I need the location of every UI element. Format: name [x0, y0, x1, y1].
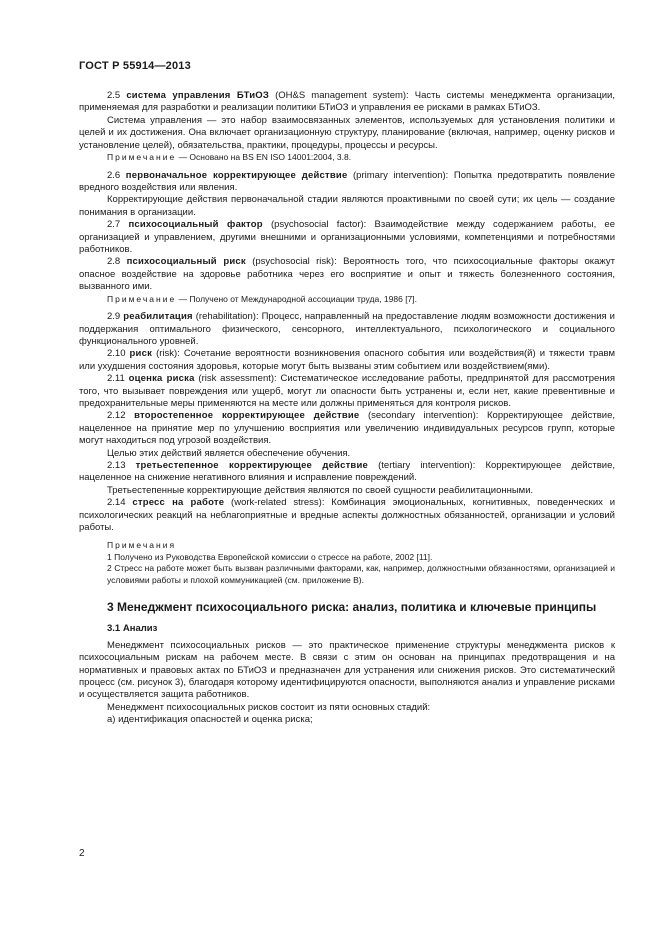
clause-number: 2.13 — [107, 459, 126, 471]
definition-2-7 — [79, 219, 615, 256]
clause-number: 2.7 — [107, 219, 121, 231]
section-3-title: 3 Менеджмент психосоциального риска: анализ, политика и ключевые принципы — [107, 600, 597, 615]
definition-text: (OH&S management system): Часть системы менеджмента организации, применяемая для разработки и реализации политики БТиОЗ и управления ее рисками в рамках БТиОЗ. — [79, 90, 615, 114]
definition-2-10 — [79, 348, 615, 373]
definition-2-14 — [79, 497, 615, 534]
definition-text: (risk assessment): Систематическое исследование работы, предпринятой для рассмотрения того, что вызывает повреждения или ущерб, могут ли опасности быть устранены и, если нет, какие превентивные и предохранительные меры применяются на месте или должны применяться для контроля рисков. — [79, 373, 615, 409]
definition-2-11 — [79, 373, 615, 410]
note-1: 1 Получено из Руководства Европейской комиссии о стрессе на работе, 2002 [11]. — [107, 551, 433, 562]
definition-2-8 — [79, 256, 615, 293]
definition-text: (psychosocial risk): Вероятность того, что психосоциальные факторы окажут опасное воздействие на здоровье работника через его восприятие и опыт и тяжесть болезненного состояния, вызванного ими. — [79, 256, 615, 293]
defined-term: система управления БТиОЗ — [126, 90, 270, 101]
note-text: — Основано на BS EN ISO 14001:2004, 3.8. — [176, 152, 352, 163]
note-2-5 — [79, 152, 615, 164]
document-body — [79, 90, 615, 727]
defined-term: второстепенное корректирующее действие — [134, 410, 360, 422]
clause-number: 2.8 — [107, 256, 121, 268]
definition-2-5-explanation: Система управления — это набор взаимосвязанных элементов, используемых для установления политики и целей и их достижения. Она включает организационную структуру, планирование (включая, например, оценку рисков и установление целей), обязательства, практики, процедуры, процессы и ресурсы. — [79, 114, 615, 151]
clause-number: 2.11 — [107, 373, 125, 385]
definition-text: (tertiary intervention): Корректирующее действие, нацеленное на снижение негативного влияния и исправление повреждений. — [79, 459, 615, 484]
definition-2-12 — [79, 410, 615, 447]
definition-2-6-explanation: Корректирующие действия первоначальной стадии являются проактивными по своей сути; их цель — создание понимания в организации. — [79, 194, 615, 218]
note-label: Примечание — [107, 293, 177, 304]
defined-term: реабилитация — [123, 311, 193, 323]
section-3-1-paragraph: Менеджмент психосоциальных рисков — это практическое применение структуры менеджмента рисков к психосоциальным рискам на рабочем месте. В связи с этим он основан на принципах предотвращения и на нормативных и правовых актах по БТиОЗ и предназначен для устранения или снижения рисков. Это систематический процесс (см. рисунок 3), благодаря которому идентифицируются опасности, выполняются анализ и управление рисками и осуществляется защита работников. — [79, 639, 615, 701]
page-number: 2 — [79, 848, 85, 859]
definition-text: (work-related stress): Комбинация эмоциональных, когнитивных, поведенческих и психологических реакций на неблагоприятные и вредные аспекты должностных обязанностей, организации и условий работы. — [79, 497, 616, 533]
clause-number: 2.12 — [107, 410, 126, 422]
note-text: — Получено от Международной ассоциации труда, 1986 [7]. — [176, 293, 418, 304]
definition-2-5 — [79, 90, 615, 115]
defined-term: стресс на работе — [132, 497, 225, 509]
document-header: ГОСТ Р 55914—2013 — [79, 60, 191, 72]
definition-text: (secondary intervention): Корректирующее действие, нацеленное на принятие мер по улучшению восприятия или увеличению индивидуальных ресурсов групп, которые могут находиться под угрозой воздействия. — [79, 410, 615, 447]
clause-number: 2.10 — [107, 348, 126, 360]
notes-label — [79, 540, 615, 552]
definition-2-12-explanation: Целью этих действий является обеспечение обучения. — [107, 447, 351, 459]
definition-2-6 — [79, 170, 615, 195]
clause-number: 2.14 — [107, 497, 126, 509]
definition-text: (psychosocial factor): Взаимодействие между содержанием работы, ее организацией и управлением, другими внешними и организационными условиями, компетенциями и потребностями работников. — [79, 219, 615, 255]
definition-2-13 — [79, 460, 615, 485]
notes-label-text: Примечания — [107, 540, 177, 551]
definition-text: (risk): Сочетание вероятности возникновения опасного события или воздействия(й) и тяжести травм или ухудшения состояния здоровья, которые могут быть вызваны этим событием или воздействием(ями). — [79, 348, 615, 372]
subsection-3-1-title: 3.1 Анализ — [107, 623, 158, 635]
defined-term: психосоциальный фактор — [128, 219, 263, 231]
defined-term: оценка риска — [128, 373, 195, 385]
clause-number: 2.5 — [107, 90, 121, 101]
clause-number: 2.9 — [107, 311, 121, 323]
note-label: Примечание — [107, 152, 177, 163]
note-2-8 — [79, 294, 615, 306]
note-2: 2 Стресс на работе может быть вызван различными факторами, как, например, должностными обязанностями, организацией и условиями работы и плохой коммуникацией (см. приложение В). — [107, 563, 615, 585]
definition-2-13-explanation: Третьестепенные корректирующие действия являются по своей сущности реабилитационными. — [107, 484, 534, 496]
defined-term: риск — [129, 348, 153, 360]
stage-item-a: а) идентификация опасностей и оценка риска; — [107, 714, 313, 726]
definition-text: (primary intervention): Попытка предотвратить появление вредного воздействия или явления. — [79, 169, 615, 193]
defined-term: первоначальное корректирующее действие — [125, 169, 348, 181]
defined-term: третьестепенное корректирующее действие — [135, 459, 368, 471]
clause-number: 2.6 — [107, 169, 121, 181]
notes-2-14 — [79, 540, 615, 586]
defined-term: психосоциальный риск — [126, 256, 246, 268]
definition-2-9 — [79, 311, 615, 348]
definition-text: (rehabilitation): Процесс, направленный на предоставление людям возможности достижения и поддержания оптимального физического, сенсорного, интеллектуального, психологического и социального функционального уровней. — [79, 311, 615, 347]
section-3-1-stages-intro: Менеджмент психосоциальных рисков состоит из пяти основных стадий: — [107, 701, 431, 713]
